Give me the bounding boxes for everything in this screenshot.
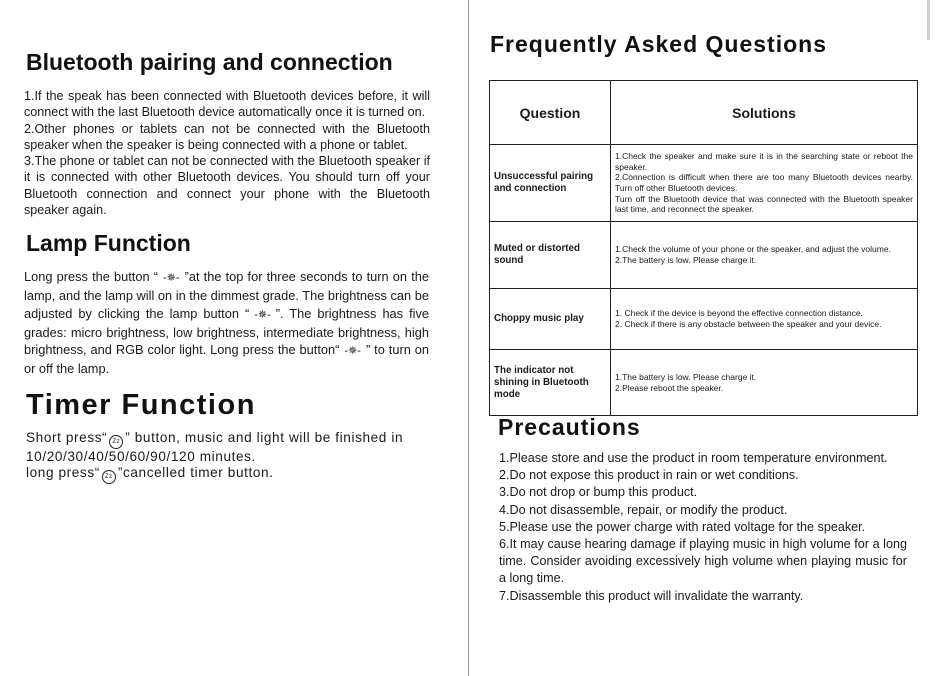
faq-solution-line: 1.The battery is low. Please charge it. bbox=[615, 371, 757, 382]
faq-row bbox=[490, 145, 918, 222]
timer-text-2: ” button, music and light will be finished in 10/20/30/40/50/60/90/120 minutes. bbox=[26, 430, 404, 464]
lamp-section-title: Lamp Function bbox=[26, 230, 191, 256]
bluetooth-item-1: 1.If the speak has been connected with Bluetooth devices before, it will connect with the last Bluetooth device automatically once it is turned on. bbox=[24, 89, 430, 120]
page-fold-line bbox=[468, 0, 469, 676]
faq-header-question: Question bbox=[490, 81, 611, 145]
faq-row bbox=[490, 350, 918, 416]
faq-solution-line: 2.The battery is low. Please charge it. bbox=[615, 255, 757, 265]
faq-solution-line: 2.Please reboot the speaker. bbox=[615, 382, 724, 393]
lamp-icon: -✵- bbox=[344, 345, 361, 358]
lamp-text-2: ”at the top for three seconds to turn on the lamp, and the lamp will on in the dimmest grade. The brightness can be adjusted by clicking the lamp button “ bbox=[24, 269, 429, 321]
lamp-text-3: ”. The brightness has five grades: micro brightness, low brightness, intermediate brightness, high brightness, and RGB color light. Long press the button“ bbox=[24, 305, 429, 358]
faq-solution-line: 1.Check the speaker and make sure it is in the searching state or reboot the speaker. bbox=[615, 151, 913, 172]
faq-solution bbox=[611, 289, 918, 350]
precaution-item: 5.Please use the power charge with rated voltage for the speaker. bbox=[499, 519, 866, 534]
lamp-text-1: Long press the button “ bbox=[24, 269, 159, 284]
precaution-item: 7.Disassemble this product will invalidate the warranty. bbox=[499, 588, 804, 603]
faq-header-row bbox=[490, 81, 918, 145]
lamp-icon: -✵- bbox=[163, 272, 180, 284]
faq-solution-line: 2. Check if there is any obstacle between the speaker and your device. bbox=[615, 319, 882, 329]
right-page bbox=[470, 0, 937, 676]
faq-solution-line: 1.Check the volume of your phone or the speaker, and adjust the volume. bbox=[615, 244, 891, 255]
faq-row bbox=[490, 222, 918, 289]
bluetooth-item-2: 2.Other phones or tablets can not be connected with the Bluetooth speaker when the speaker is being connected with a phone or tablet. bbox=[24, 121, 430, 152]
timer-icon: Zz bbox=[102, 470, 116, 484]
faq-section-title: Frequently Asked Questions bbox=[490, 31, 827, 57]
timer-section-title: Timer Function bbox=[26, 389, 256, 421]
faq-solution-line: 2.Connection is difficult when there are too many Bluetooth devices nearby. Turn off other Bluetooth devices. bbox=[615, 172, 913, 193]
faq-question: Choppy music play bbox=[490, 289, 611, 350]
timer-text-1: Short press“ bbox=[26, 430, 108, 445]
left-page bbox=[0, 0, 468, 676]
precaution-item: 3.Do not drop or bump this product. bbox=[499, 485, 698, 500]
precautions-section-title: Precautions bbox=[498, 414, 641, 440]
faq-header-solutions: Solutions bbox=[611, 81, 918, 145]
precautions-list bbox=[499, 450, 907, 605]
faq-question: Unsuccessful pairing and connection bbox=[490, 145, 611, 222]
lamp-instructions bbox=[24, 268, 429, 378]
bluetooth-item-3: 3.The phone or tablet can not be connected with the Bluetooth speaker if it is connected with other Bluetooth devices. You should turn off your Bluetooth connection and connect your phone with the Bluetooth speaker again. bbox=[24, 154, 430, 218]
timer-instructions bbox=[26, 430, 436, 484]
faq-solution-line: Turn off the Bluetooth device that was connected with the Bluetooth speaker last time, and reconnect the speaker. bbox=[615, 193, 913, 215]
faq-solution bbox=[611, 145, 918, 222]
timer-text-4: ”cancelled timer button. bbox=[117, 465, 274, 480]
faq-question: The indicator not shining in Bluetooth mode bbox=[490, 350, 611, 416]
faq-question: Muted or distorted sound bbox=[490, 222, 611, 289]
bluetooth-section-title: Bluetooth pairing and connection bbox=[26, 49, 393, 75]
faq-solution bbox=[611, 350, 918, 416]
bluetooth-instructions bbox=[24, 88, 430, 218]
faq-solution bbox=[611, 222, 918, 289]
lamp-icon: -✵- bbox=[254, 308, 271, 321]
lamp-text-4: ” to turn on or off the lamp. bbox=[24, 342, 430, 377]
faq-table bbox=[489, 80, 918, 416]
timer-icon: Zz bbox=[109, 435, 123, 449]
precaution-item: 4.Do not disassemble, repair, or modify the product. bbox=[499, 502, 788, 517]
precaution-item: 2.Do not expose this product in rain or wet conditions. bbox=[499, 468, 799, 483]
faq-solution-line: 1. Check if the device is beyond the effective connection distance. bbox=[615, 308, 863, 319]
timer-text-3: long press“ bbox=[26, 465, 100, 480]
faq-row bbox=[490, 289, 918, 350]
precaution-item: 1.Please store and use the product in room temperature environment. bbox=[499, 451, 888, 465]
precaution-item: 6.It may cause hearing damage if playing music in high volume for a long time. Consider avoiding excessively high volume when playing music for a long time. bbox=[499, 537, 907, 586]
